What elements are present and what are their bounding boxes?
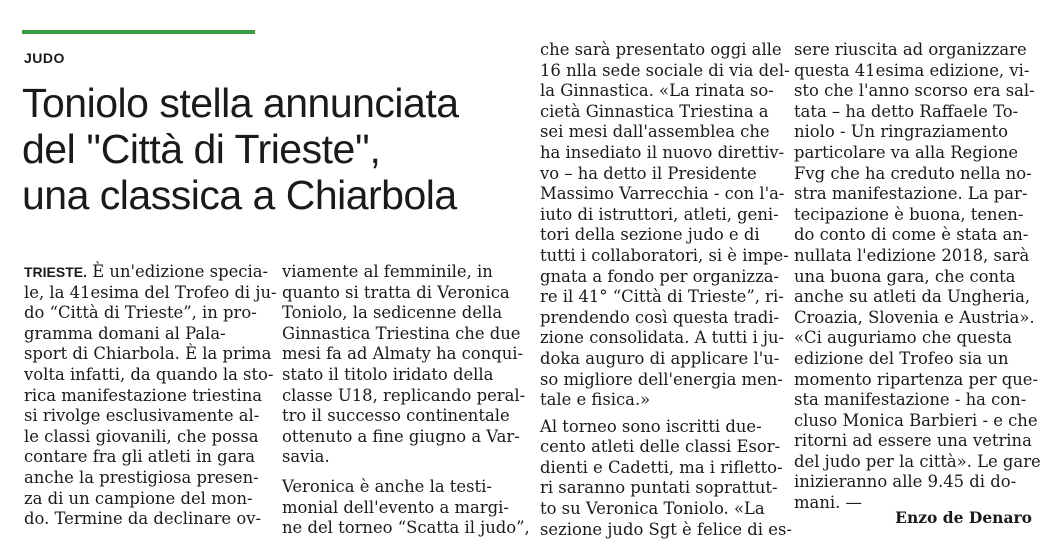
article-column-2: [282, 262, 530, 539]
text-line: do. Termine da declinare ov-: [24, 509, 262, 529]
text-line: za di un campione del mon-: [24, 488, 253, 508]
headline-line: una classica a Chiarbola: [22, 172, 457, 218]
text-line: sezione judo Sgt è felice di es-: [540, 519, 792, 539]
text-line: dienti e Cadetti, ma i rifletto-: [540, 457, 783, 477]
text-line: ha insediato il nuovo direttiv-: [540, 142, 785, 162]
text-line: cluso Monica Barbieri - e che: [794, 410, 1038, 430]
text-line: sta manifestazione - ha con-: [794, 390, 1027, 410]
text-line: ritorni ad essere una vetrina: [794, 431, 1032, 451]
text-line: le, la 41esima del Trofeo di ju-: [24, 282, 277, 302]
text-line: prendendo così questa tradi-: [540, 307, 780, 327]
text-line: gnata a fondo per organizza-: [540, 266, 780, 286]
text-line: Toniolo, la sedicenne della: [282, 303, 503, 323]
text-line: quanto si tratta di Veronica: [282, 282, 510, 302]
section-label: JUDO: [24, 50, 65, 66]
text-line: so migliore dell'energia men-: [540, 369, 783, 389]
article-column-1: [24, 262, 277, 530]
text-line: classe U18, replicando peral-: [282, 385, 526, 405]
text-line: viamente al femminile, in: [282, 262, 493, 281]
text-line: anche la prestigiosa presen-: [24, 467, 259, 487]
text-line: ne del torneo “Scatta il judo”,: [282, 518, 530, 538]
text-line: mani. —: [794, 493, 862, 513]
text-line: nullata l'edizione 2018, sarà: [794, 245, 1030, 265]
text-line: sto che l'anno scorso era sal-: [794, 81, 1035, 101]
section-accent-bar: [22, 30, 255, 34]
text-line: vo – ha detto il Presidente: [540, 163, 757, 183]
first-line-text: È un'edizione specia-: [87, 262, 269, 281]
text-line: stato il titolo iridato della: [282, 364, 494, 384]
article-column-4: [794, 40, 1039, 514]
author-byline: Enzo de Denaro: [895, 508, 1032, 527]
text-line: sere riuscita ad organizzare: [794, 40, 1027, 59]
text-line: Massimo Varrecchia - con l'a-: [540, 184, 785, 204]
text-line: tecipazione è buona, tenen-: [794, 204, 1024, 224]
text-line: Al torneo sono iscritti due-: [540, 416, 762, 436]
text-line: si rivolge esclusivamente al-: [24, 406, 260, 426]
text-line: Veronica è anche la testi-: [282, 476, 492, 496]
text-line: tori della sezione judo e di: [540, 225, 760, 245]
headline-line: del ''Città di Trieste'',: [22, 126, 381, 172]
dateline: TRIESTE.: [24, 264, 88, 280]
text-line: re il 41° “Città di Trieste”, ri-: [540, 287, 784, 307]
text-line: inizieranno alle 9.45 di do-: [794, 472, 1017, 492]
text-line: gramma domani al Pala-: [24, 323, 226, 343]
text-line: iuto di istruttori, atleti, geni-: [540, 204, 779, 224]
text-line: che sarà presentato oggi alle: [540, 40, 782, 59]
text-line: cietà Ginnastica Triestina a: [540, 101, 769, 121]
text-line: sei mesi dall'assemblea che: [540, 122, 770, 142]
text-line: to su Veronica Toniolo. «La: [540, 499, 765, 519]
text-line: niolo - Un ringraziamento: [794, 122, 1008, 142]
text-line: cento atleti delle classi Esor-: [540, 437, 781, 457]
text-line: zione consolidata. A tutti i ju-: [540, 328, 785, 348]
text-line: Croazia, Slovenia e Austria».: [794, 307, 1035, 327]
headline-line: Toniolo stella annunciata: [22, 80, 459, 126]
text-line: tro il successo continentale: [282, 406, 510, 426]
text-line: stra manifestazione. La par-: [794, 184, 1028, 204]
text-line: anche su atleti da Ungheria,: [794, 287, 1031, 307]
first-line: [24, 262, 274, 283]
text-line: sport di Chiarbola. È la prima: [24, 344, 272, 364]
text-line: edizione del Trofeo sia un: [794, 348, 1009, 368]
text-line: ottenuto a fine giugno a Var-: [282, 426, 520, 446]
text-line: volta infatti, da quando la sto-: [24, 364, 274, 384]
text-line: 16 nlla sede sociale di via del-: [540, 60, 790, 80]
text-line: Fvg che ha creduto nella no-: [794, 163, 1032, 183]
text-line: questa 41esima edizione, vi-: [794, 60, 1030, 80]
text-line: tata – ha detto Raffaele To-: [794, 101, 1019, 121]
text-line: del judo per la città». Le gare: [794, 451, 1041, 471]
text-line: savia.: [282, 447, 330, 467]
text-line: particolare va alla Regione: [794, 142, 1019, 162]
text-line: mesi fa ad Almaty ha conqui-: [282, 344, 524, 364]
text-line: una buona gara, che conta: [794, 266, 1016, 286]
text-line: ri saranno puntati soprattut-: [540, 478, 778, 498]
text-line: le classi giovanili, che possa: [24, 426, 259, 446]
text-line: momento ripartenza per que-: [794, 369, 1039, 389]
text-line: monial dell'evento a margi-: [282, 497, 509, 517]
text-line: tutti i collaboratori, si è impe-: [540, 245, 789, 265]
text-line: do “Città di Trieste”, in pro-: [24, 303, 257, 323]
text-line: tale e fisica.»: [540, 390, 651, 410]
text-line: contare fra gli atleti in gara: [24, 447, 255, 467]
headline: [22, 80, 522, 218]
text-line: rica manifestazione triestina: [24, 385, 263, 405]
text-line: doka auguro di applicare l'u-: [540, 348, 780, 368]
article-column-3: [540, 40, 792, 540]
text-line: Ginnastica Triestina che due: [282, 323, 521, 343]
text-line: la Ginnastica. «La rinata so-: [540, 81, 774, 101]
text-line: «Ci auguriamo che questa: [794, 328, 1013, 348]
text-line: do conto di come è stata an-: [794, 225, 1029, 245]
